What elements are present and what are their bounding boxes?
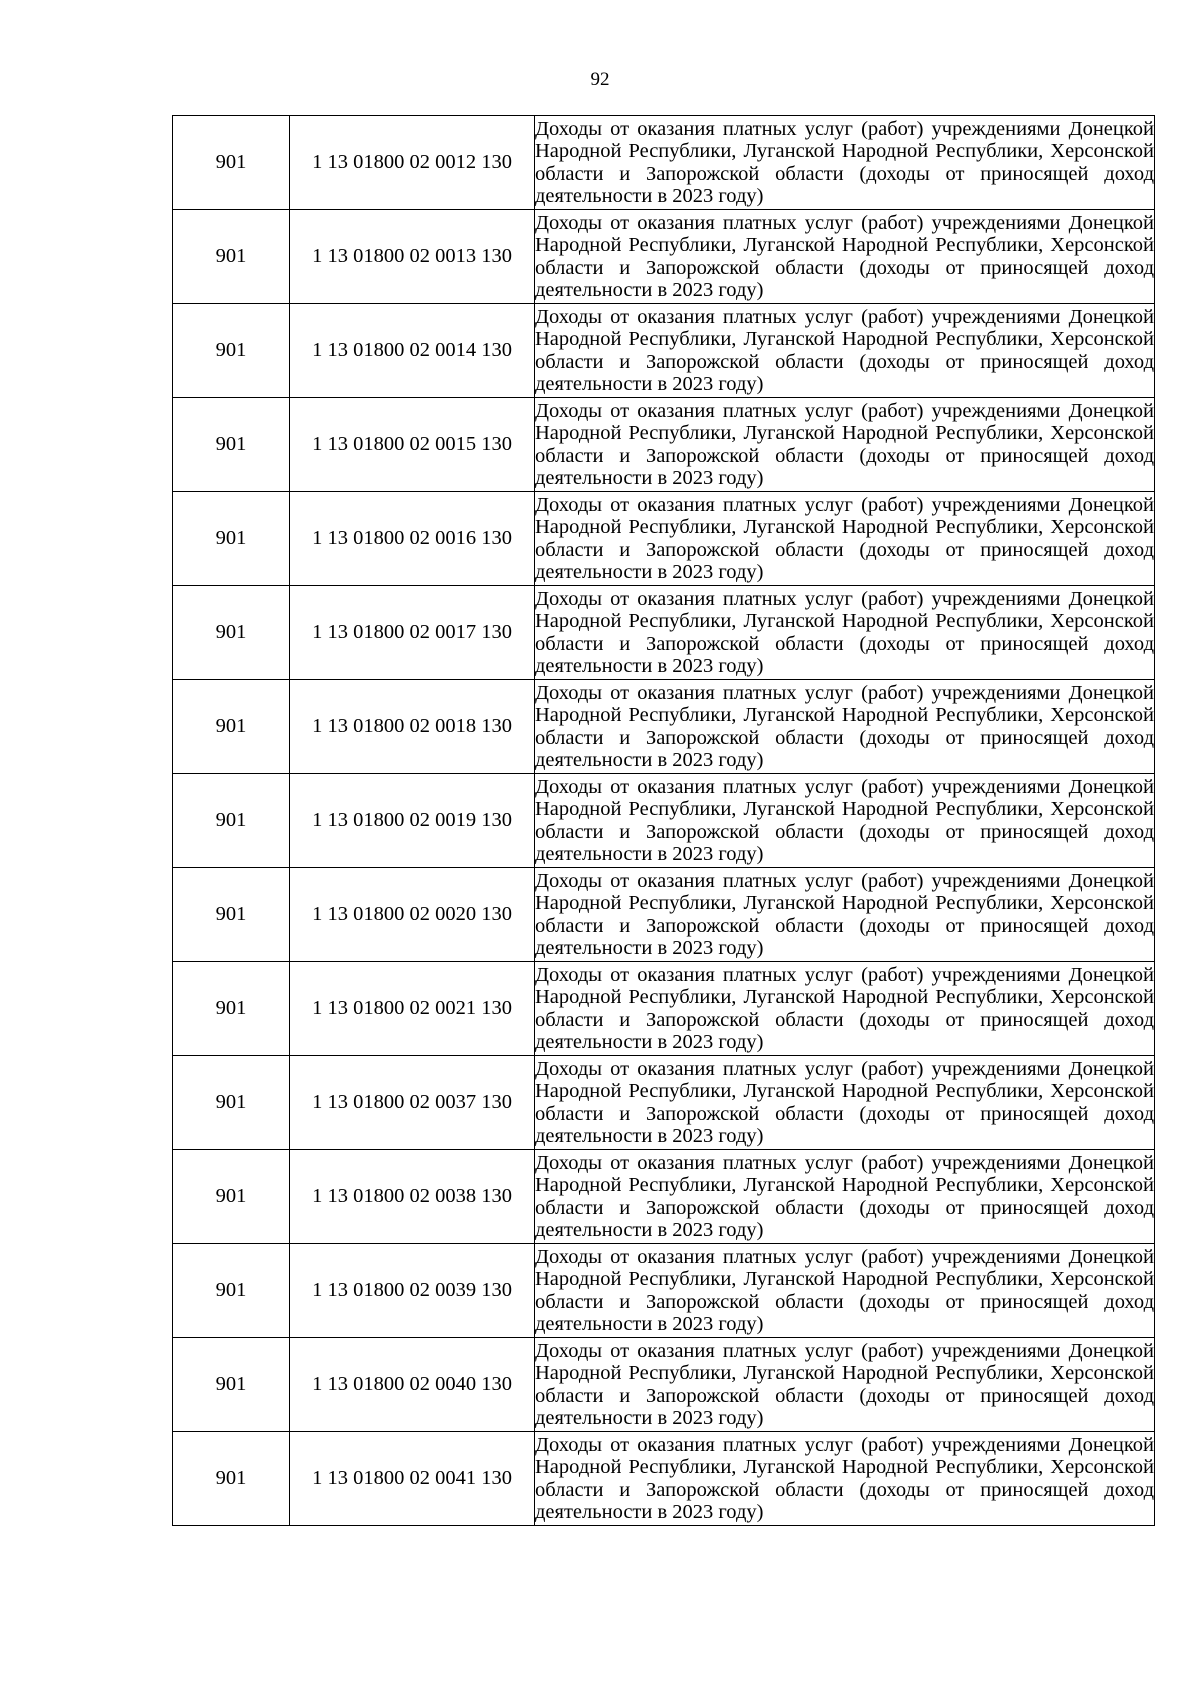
admin-code-cell: 901 <box>173 680 290 774</box>
description-cell: Доходы от оказания платных услуг (работ) учреждениями Донецкой Народной Республики, Луганской Народной Республики, Херсонской области и Запорожской области (доходы от приносящей доход деятельности в 2023 году) <box>535 1150 1155 1244</box>
budget-code-cell: 1 13 01800 02 0040 130 <box>290 1338 535 1432</box>
page-number: 92 <box>590 69 610 90</box>
description-cell: Доходы от оказания платных услуг (работ) учреждениями Донецкой Народной Республики, Луганской Народной Республики, Херсонской области и Запорожской области (доходы от приносящей доход деятельности в 2023 году) <box>535 1432 1155 1526</box>
table-row <box>173 304 1155 398</box>
budget-code-cell: 1 13 01800 02 0020 130 <box>290 868 535 962</box>
description-cell: Доходы от оказания платных услуг (работ) учреждениями Донецкой Народной Республики, Луганской Народной Республики, Херсонской области и Запорожской области (доходы от приносящей доход деятельности в 2023 году) <box>535 868 1155 962</box>
table-row <box>173 210 1155 304</box>
description-cell: Доходы от оказания платных услуг (работ) учреждениями Донецкой Народной Республики, Луганской Народной Республики, Херсонской области и Запорожской области (доходы от приносящей доход деятельности в 2023 году) <box>535 1338 1155 1432</box>
table-row <box>173 1056 1155 1150</box>
table-row <box>173 1244 1155 1338</box>
table-row <box>173 398 1155 492</box>
budget-code-cell: 1 13 01800 02 0041 130 <box>290 1432 535 1526</box>
admin-code-cell: 901 <box>173 398 290 492</box>
table-body <box>173 116 1155 1526</box>
budget-code-cell: 1 13 01800 02 0038 130 <box>290 1150 535 1244</box>
table-row <box>173 962 1155 1056</box>
description-cell: Доходы от оказания платных услуг (работ) учреждениями Донецкой Народной Республики, Луганской Народной Республики, Херсонской области и Запорожской области (доходы от приносящей доход деятельности в 2023 году) <box>535 210 1155 304</box>
budget-code-cell: 1 13 01800 02 0021 130 <box>290 962 535 1056</box>
admin-code-cell: 901 <box>173 586 290 680</box>
description-cell: Доходы от оказания платных услуг (работ) учреждениями Донецкой Народной Республики, Луганской Народной Республики, Херсонской области и Запорожской области (доходы от приносящей доход деятельности в 2023 году) <box>535 304 1155 398</box>
budget-codes-table <box>172 115 1155 1526</box>
description-cell: Доходы от оказания платных услуг (работ) учреждениями Донецкой Народной Республики, Луганской Народной Республики, Херсонской области и Запорожской области (доходы от приносящей доход деятельности в 2023 году) <box>535 116 1155 210</box>
table-row <box>173 680 1155 774</box>
admin-code-cell: 901 <box>173 962 290 1056</box>
admin-code-cell: 901 <box>173 304 290 398</box>
budget-code-cell: 1 13 01800 02 0016 130 <box>290 492 535 586</box>
budget-code-cell: 1 13 01800 02 0017 130 <box>290 586 535 680</box>
description-cell: Доходы от оказания платных услуг (работ) учреждениями Донецкой Народной Республики, Луганской Народной Республики, Херсонской области и Запорожской области (доходы от приносящей доход деятельности в 2023 году) <box>535 774 1155 868</box>
budget-code-cell: 1 13 01800 02 0015 130 <box>290 398 535 492</box>
table-row <box>173 1338 1155 1432</box>
admin-code-cell: 901 <box>173 868 290 962</box>
admin-code-cell: 901 <box>173 1150 290 1244</box>
budget-code-cell: 1 13 01800 02 0037 130 <box>290 1056 535 1150</box>
table-row <box>173 868 1155 962</box>
description-cell: Доходы от оказания платных услуг (работ) учреждениями Донецкой Народной Республики, Луганской Народной Республики, Херсонской области и Запорожской области (доходы от приносящей доход деятельности в 2023 году) <box>535 1244 1155 1338</box>
admin-code-cell: 901 <box>173 116 290 210</box>
admin-code-cell: 901 <box>173 774 290 868</box>
table-row <box>173 586 1155 680</box>
admin-code-cell: 901 <box>173 1338 290 1432</box>
budget-code-cell: 1 13 01800 02 0014 130 <box>290 304 535 398</box>
table-row <box>173 1150 1155 1244</box>
admin-code-cell: 901 <box>173 1244 290 1338</box>
budget-code-cell: 1 13 01800 02 0018 130 <box>290 680 535 774</box>
table-row <box>173 116 1155 210</box>
budget-code-cell: 1 13 01800 02 0013 130 <box>290 210 535 304</box>
budget-code-cell: 1 13 01800 02 0012 130 <box>290 116 535 210</box>
admin-code-cell: 901 <box>173 210 290 304</box>
table-row <box>173 1432 1155 1526</box>
budget-code-cell: 1 13 01800 02 0019 130 <box>290 774 535 868</box>
admin-code-cell: 901 <box>173 492 290 586</box>
admin-code-cell: 901 <box>173 1432 290 1526</box>
description-cell: Доходы от оказания платных услуг (работ) учреждениями Донецкой Народной Республики, Луганской Народной Республики, Херсонской области и Запорожской области (доходы от приносящей доход деятельности в 2023 году) <box>535 1056 1155 1150</box>
admin-code-cell: 901 <box>173 1056 290 1150</box>
description-cell: Доходы от оказания платных услуг (работ) учреждениями Донецкой Народной Республики, Луганской Народной Республики, Херсонской области и Запорожской области (доходы от приносящей доход деятельности в 2023 году) <box>535 962 1155 1056</box>
description-cell: Доходы от оказания платных услуг (работ) учреждениями Донецкой Народной Республики, Луганской Народной Республики, Херсонской области и Запорожской области (доходы от приносящей доход деятельности в 2023 году) <box>535 586 1155 680</box>
budget-code-cell: 1 13 01800 02 0039 130 <box>290 1244 535 1338</box>
description-cell: Доходы от оказания платных услуг (работ) учреждениями Донецкой Народной Республики, Луганской Народной Республики, Херсонской области и Запорожской области (доходы от приносящей доход деятельности в 2023 году) <box>535 398 1155 492</box>
description-cell: Доходы от оказания платных услуг (работ) учреждениями Донецкой Народной Республики, Луганской Народной Республики, Херсонской области и Запорожской области (доходы от приносящей доход деятельности в 2023 году) <box>535 492 1155 586</box>
table-row <box>173 774 1155 868</box>
description-cell: Доходы от оказания платных услуг (работ) учреждениями Донецкой Народной Республики, Луганской Народной Республики, Херсонской области и Запорожской области (доходы от приносящей доход деятельности в 2023 году) <box>535 680 1155 774</box>
table-row <box>173 492 1155 586</box>
